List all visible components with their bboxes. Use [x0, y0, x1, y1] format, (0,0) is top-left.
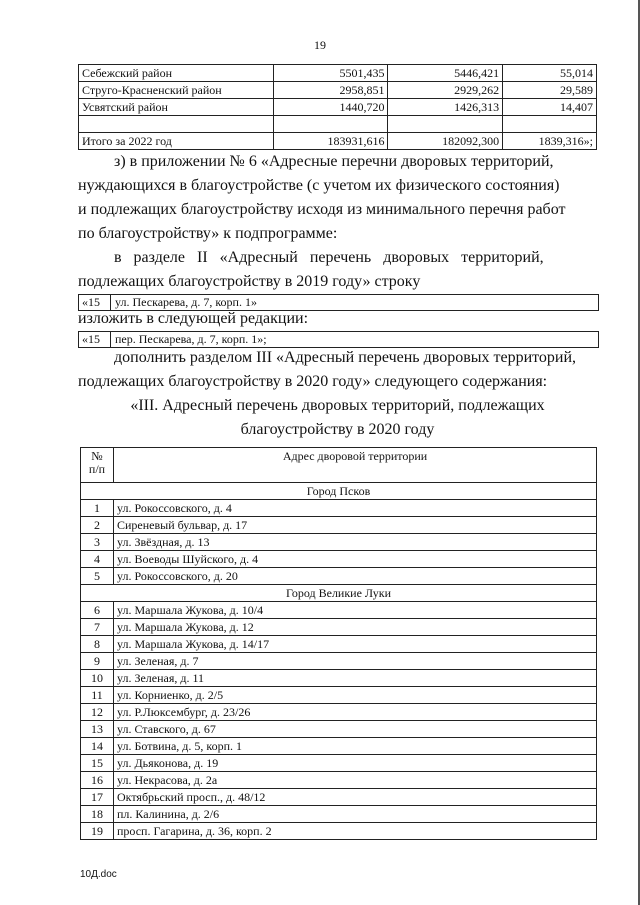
- row-number: 2: [81, 517, 114, 534]
- row-number: «15: [82, 332, 100, 346]
- value-cell: 182092,300: [388, 133, 503, 150]
- row-address: Сиреневый бульвар, д. 17: [114, 517, 597, 534]
- col-number-header: № п/п: [81, 448, 114, 483]
- row-number: 16: [81, 772, 114, 789]
- table-row: [81, 602, 597, 619]
- row-address: ул. Зеленая, д. 11: [114, 670, 597, 687]
- value-cell: 2929,262: [388, 82, 503, 99]
- row-number: 4: [81, 551, 114, 568]
- table-row: [81, 517, 597, 534]
- row-number: 3: [81, 534, 114, 551]
- table-row-empty: [79, 116, 597, 133]
- row-address: ул. Ботвина, д. 5, корп. 1: [114, 738, 597, 755]
- district-name: Себежский район: [79, 65, 274, 82]
- row-number: 14: [81, 738, 114, 755]
- value-cell: 1440,720: [273, 99, 388, 116]
- row-address: ул. Ставского, д. 67: [114, 721, 597, 738]
- city-group-row: [81, 483, 597, 500]
- table-row: [81, 755, 597, 772]
- value-cell: 1426,313: [388, 99, 503, 116]
- row-address: ул. Звёздная, д. 13: [114, 534, 597, 551]
- table-row: [79, 99, 597, 116]
- row-number: 19: [81, 823, 114, 840]
- row-number: 12: [81, 704, 114, 721]
- table-row: [81, 789, 597, 806]
- district-name: Струго-Красненский район: [79, 82, 274, 99]
- page-number: 19: [314, 38, 326, 52]
- col-address-header: Адрес дворовой территории: [114, 448, 597, 483]
- table-row: [81, 687, 597, 704]
- row-address: ул. Рокоссовского, д. 20: [114, 568, 597, 585]
- table-row: [81, 806, 597, 823]
- value-cell: 5446,421: [388, 65, 503, 82]
- table-row: [81, 500, 597, 517]
- row-address: Октябрьский просп., д. 48/12: [114, 789, 597, 806]
- row-number: 8: [81, 636, 114, 653]
- row-number: 9: [81, 653, 114, 670]
- table-row: [81, 568, 597, 585]
- row-number: 18: [81, 806, 114, 823]
- row-address: ул. Маршала Жукова, д. 12: [114, 619, 597, 636]
- paragraph-add: дополнить разделом III «Адресный перечень дворовых территорий, подлежащих благоустройству в 2020 году» следующего содержания:: [78, 349, 577, 390]
- row-number: 1: [81, 500, 114, 517]
- city-name: Город Псков: [81, 483, 597, 500]
- footer-filename: 10Д.doc: [80, 869, 117, 880]
- row-address: ул. Маршала Жукова, д. 14/17: [114, 636, 597, 653]
- paragraph-section: в разделе II «Адресный перечень дворовых территорий, подлежащих благоустройству в 2019 году» строку: [78, 249, 544, 290]
- row-address: ул. Воеводы Шуйского, д. 4: [114, 551, 597, 568]
- row-address: пл. Калинина, д. 2/6: [114, 806, 597, 823]
- value-cell: 14,407: [503, 99, 597, 116]
- value-cell: 5501,435: [273, 65, 388, 82]
- address-table: [80, 447, 597, 840]
- paragraph-z: з) в приложении № 6 «Адресные перечни дворовых территорий, нуждающихся в благоустройстве (с учетом их физического состояния) и подлежащих благоустройству исходя из минимального перечня работ по благоустройству» к подпрограмме:: [78, 153, 566, 242]
- table-row: [81, 551, 597, 568]
- table-header: [81, 448, 597, 483]
- row-number: 7: [81, 619, 114, 636]
- table-row: [81, 772, 597, 789]
- row-number: «15: [82, 295, 100, 309]
- row-number: 15: [81, 755, 114, 772]
- city-group-row: [81, 585, 597, 602]
- row-address: ул. Зеленая, д. 7: [114, 653, 597, 670]
- table-row-total: [79, 133, 597, 150]
- total-label: Итого за 2022 год: [79, 133, 274, 150]
- table-row: [81, 721, 597, 738]
- row-address: ул. Пескарева, д. 7, корп. 1»: [115, 295, 257, 309]
- row-number: 6: [81, 602, 114, 619]
- table-row: [81, 738, 597, 755]
- table-row: [81, 823, 597, 840]
- value-cell: 1839,316»;: [503, 133, 597, 150]
- value-cell: 55,014: [503, 65, 597, 82]
- row-number: 5: [81, 568, 114, 585]
- table-row: [81, 670, 597, 687]
- table-row: [81, 653, 597, 670]
- city-name: Город Великие Луки: [81, 585, 597, 602]
- row-number: 17: [81, 789, 114, 806]
- row-number: 13: [81, 721, 114, 738]
- row-address: просп. Гагарина, д. 36, корп. 2: [114, 823, 597, 840]
- row-address: пер. Пескарева, д. 7, корп. 1»;: [115, 332, 267, 346]
- value-cell: 183931,616: [273, 133, 388, 150]
- value-cell: 29,589: [503, 82, 597, 99]
- summary-table: [78, 64, 597, 150]
- table-row: [81, 534, 597, 551]
- value-cell: 2958,851: [273, 82, 388, 99]
- row-address: ул. Р.Люксембург, д. 23/26: [114, 704, 597, 721]
- row-address: ул. Рокоссовского, д. 4: [114, 500, 597, 517]
- table-row: [79, 65, 597, 82]
- table-row: [79, 82, 597, 99]
- table-row: [81, 619, 597, 636]
- table-row: [81, 704, 597, 721]
- row-number: 10: [81, 670, 114, 687]
- row-address: ул. Дьяконова, д. 19: [114, 755, 597, 772]
- section-title: «III. Адресный перечень дворовых территорий, подлежащих благоустройству в 2020 году: [130, 397, 545, 438]
- district-name: Усвятский район: [79, 99, 274, 116]
- row-address: ул. Маршала Жукова, д. 10/4: [114, 602, 597, 619]
- row-address: ул. Некрасова, д. 2а: [114, 772, 597, 789]
- row-number: 11: [81, 687, 114, 704]
- paragraph-redaction: изложить в следующей редакции:: [78, 310, 309, 327]
- row-address: ул. Корниенко, д. 2/5: [114, 687, 597, 704]
- table-row: [81, 636, 597, 653]
